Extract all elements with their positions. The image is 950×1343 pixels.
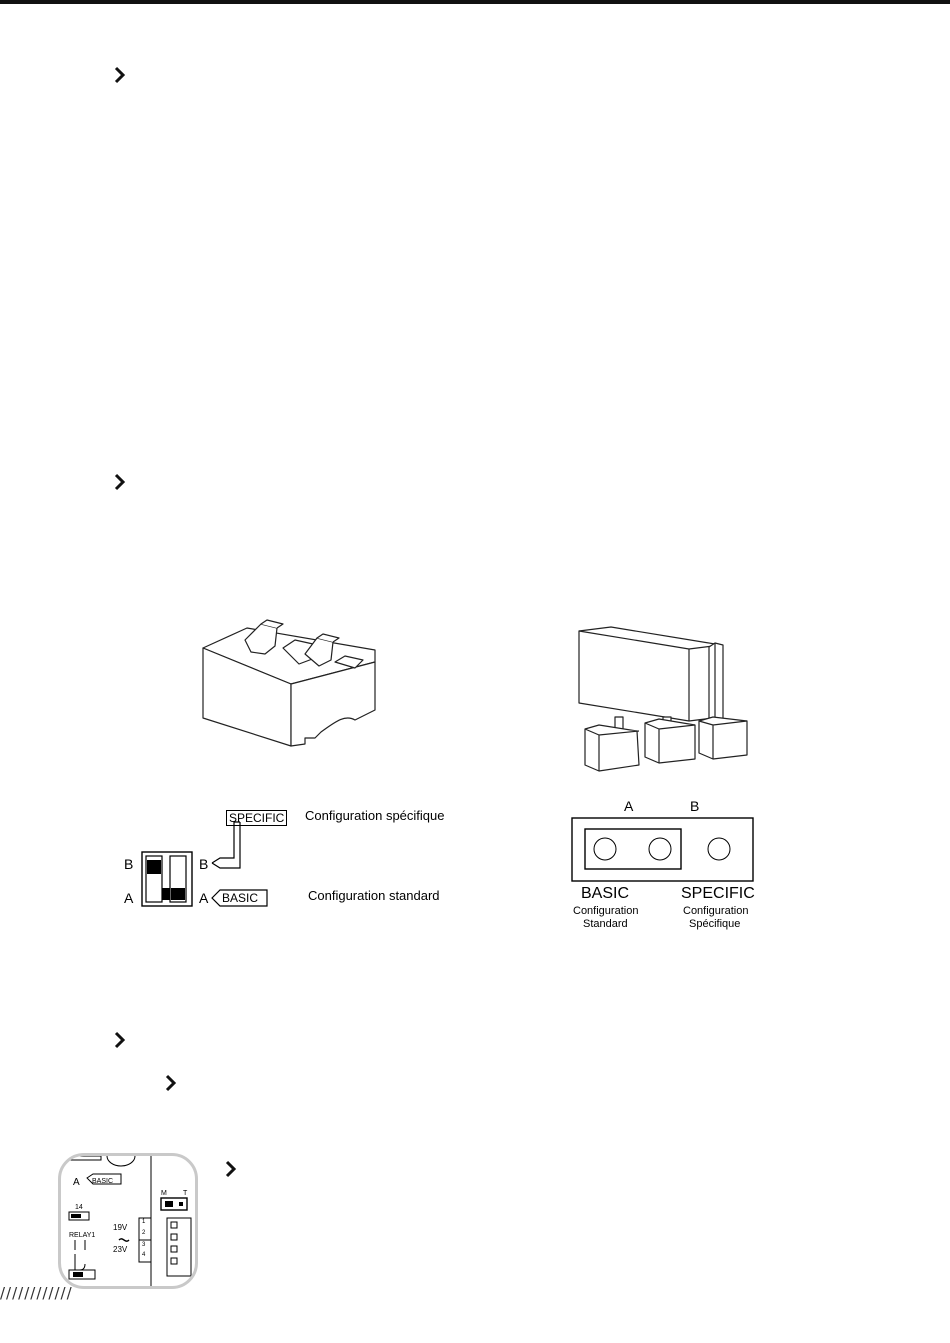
jumper-basic-title: BASIC [581,885,630,902]
dip-label-a-right: A [199,890,209,906]
bullet-chevron-icon [222,1160,240,1178]
jumper-specific-line1: Configuration [683,905,749,917]
board-thumbnail [58,1153,198,1289]
dip-label-b-left: B [124,856,134,872]
thumb-relay-label: RELAY1 [69,1232,96,1239]
thumb-terminal-1: 1 [142,1219,146,1225]
thumb-basic-tag: BASIC [92,1178,114,1185]
thumb-label-m: M [161,1190,167,1197]
basic-tag: BASIC [222,891,259,905]
thumb-label-t: T [183,1190,188,1197]
top-rule [0,0,950,4]
thumb-voltage-high: 19V [113,1223,128,1232]
thumb-jumper-number: 14 [75,1204,83,1211]
bullet-chevron-icon [111,1031,129,1049]
jumper-label-b: B [690,798,700,814]
specific-tag: SPECIFIC [226,810,287,826]
thumb-terminal-2: 2 [142,1230,146,1236]
dip-label-a-left: A [124,890,134,906]
bullet-chevron-icon [111,473,129,491]
jumper-basic-line1: Configuration [573,905,639,917]
config-specific-label: Configuration spécifique [305,808,445,823]
thumb-voltage-low: 23V [113,1245,128,1254]
dip-label-b-right: B [199,856,209,872]
bullet-chevron-icon [162,1074,180,1092]
thumb-label-a: A [73,1177,80,1188]
jumper-specific-title: SPECIFIC [681,885,755,902]
jumper-specific-line2: Spécifique [689,918,741,930]
jumper-diagram [571,817,755,890]
bullet-chevron-icon [111,66,129,84]
thumb-terminal-4: 4 [142,1252,146,1258]
jumper-illustration [575,625,755,780]
dip-switch-illustration [195,610,385,760]
thumb-terminal-3: 3 [142,1242,146,1248]
jumper-label-a: A [624,798,634,814]
config-standard-label: Configuration standard [308,888,440,903]
jumper-basic-line2: Standard [583,918,628,930]
footer-hatch-mark: //////////// [0,1284,73,1302]
